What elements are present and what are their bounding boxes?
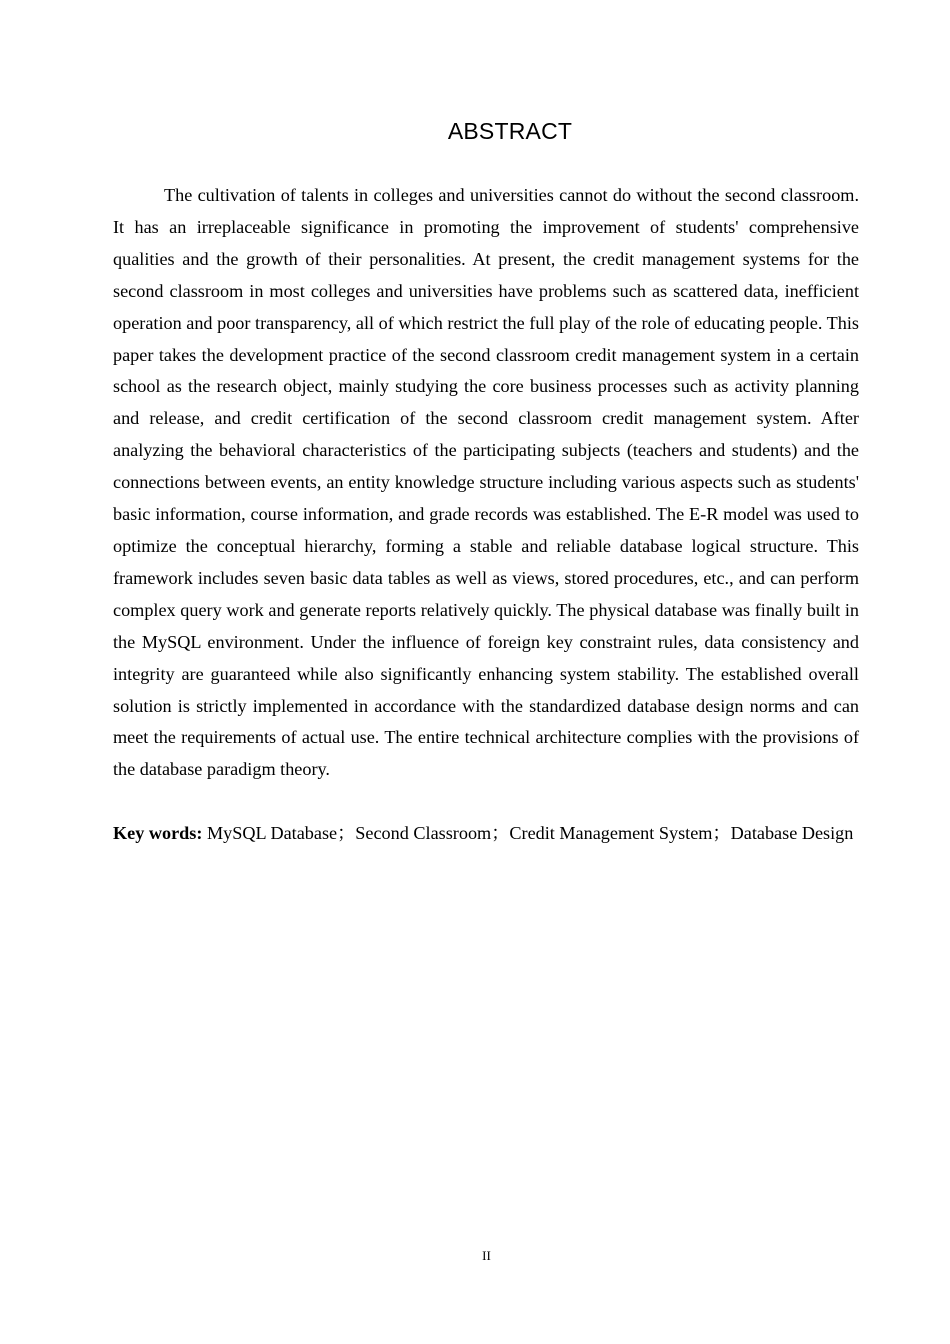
keywords-paragraph — [113, 818, 859, 850]
keywords-list: MySQL Database；Second Classroom；Credit Management System；Database Design — [206, 823, 854, 843]
keywords-label: Key words: — [113, 823, 203, 843]
abstract-title: ABSTRACT — [447, 118, 573, 144]
page-number: II — [482, 1248, 491, 1263]
abstract-body: The cultivation of talents in colleges and universities cannot do without the second classroom. It has an irreplaceable significance in promoting the improvement of students' comprehensive qualities and the growth of their personalities. At present, the credit management systems for the second classroom in most colleges and universities have problems such as scattered data, inefficient operation and poor transparency, all of which restrict the full play of the role of educating people. This paper takes the development practice of the second classroom credit management system in a certain school as the research object, mainly studying the core business processes such as activity planning and release, and credit certification of the second classroom credit management system. After analyzing the behavioral characteristics of the participating subjects (teachers and students) and the connections between events, an entity knowledge structure including various aspects such as students' basic information, course information, and grade records was established. The E-R model was used to optimize the conceptual hierarchy, forming a stable and reliable database logical structure. This framework includes seven basic data tables as well as views, stored procedures, etc., and can perform complex query work and generate reports relatively quickly. The physical database was finally built in the MySQL environment. Under the influence of foreign key constraint rules, data consistency and integrity are guaranteed while also significantly enhancing system stability. The established overall solution is strictly implemented in accordance with the standardized database design norms and can meet the requirements of actual use. The entire technical architecture complies with the provisions of the database paradigm theory. — [113, 185, 859, 780]
